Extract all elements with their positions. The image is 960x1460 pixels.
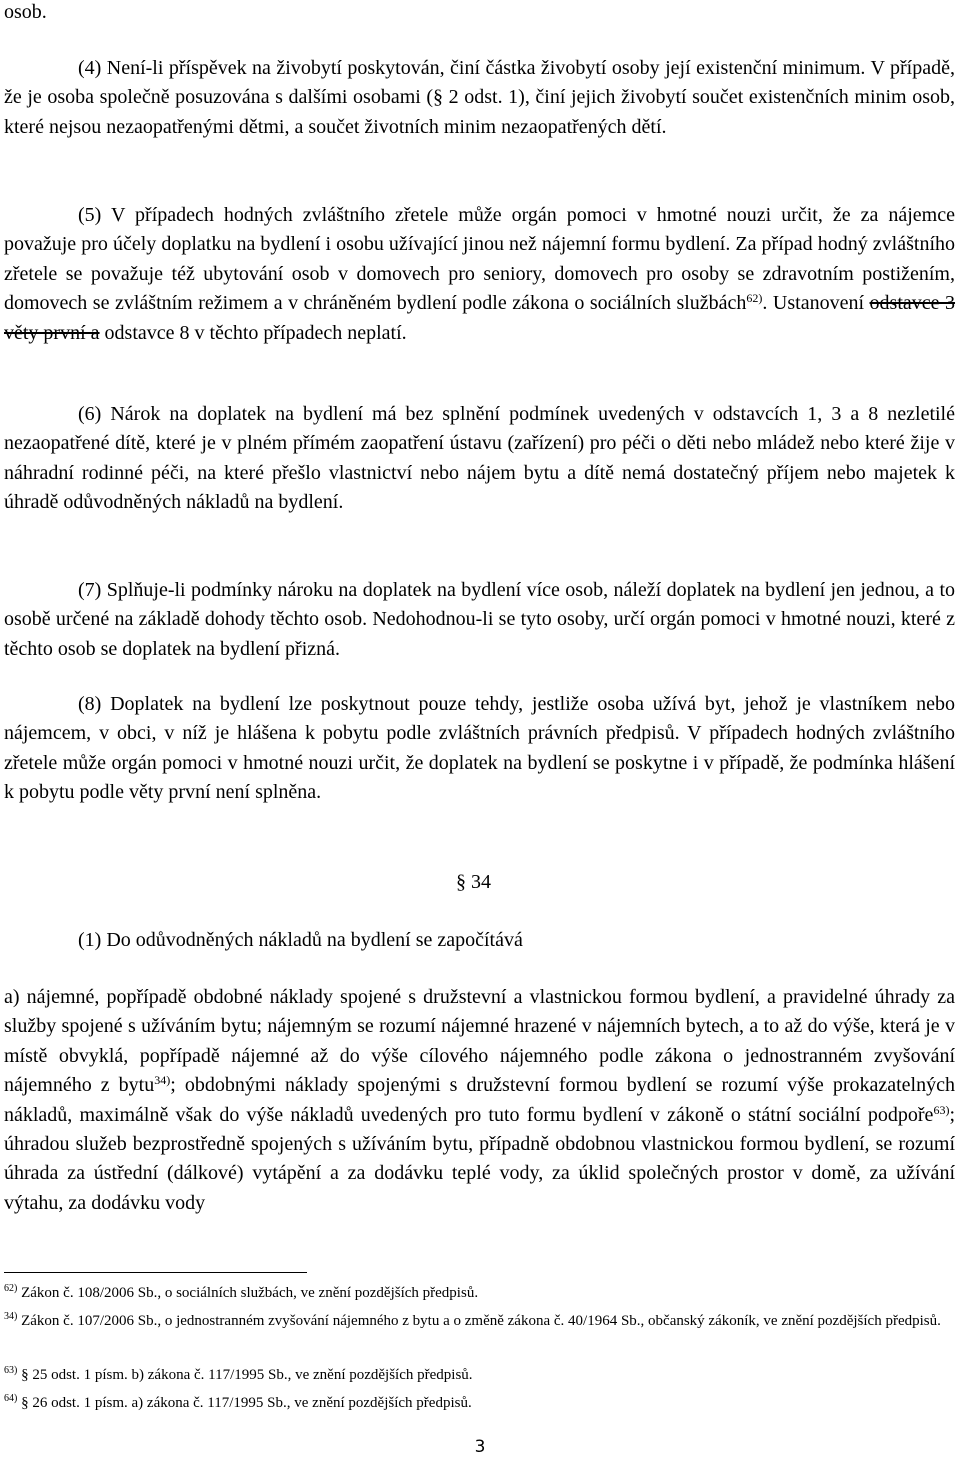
top-fragment: osob. [4, 1, 47, 23]
footnote-mark: 62) [4, 1283, 18, 1294]
footnote-64 [4, 1393, 955, 1414]
footnote-ref-34: 34) [154, 1073, 171, 1088]
item-a-part1: a) nájemné, popřípadě obdobné náklady spojené s družstevní a vlastnickou formou bydlení, a pravidelné úhrady za služby spojené s užíváním bytu; nájemným se rozumí nájemné hrazené v nájemních bytech, a to až do výše, která je v místě obvyklá, popřípadě nájemné až do výše cílového nájemného podle zákona o jednostranném zvyšování nájemného z bytu [4, 986, 955, 1097]
footnote-63 [4, 1365, 955, 1386]
footnote-divider [4, 1272, 307, 1273]
paragraph-5-tail: odstavce 8 v těchto případech neplatí. [99, 321, 407, 344]
footnote-34 [4, 1311, 955, 1332]
paragraph-5-after-ref: . Ustanovení [762, 292, 870, 315]
footnote-mark: 64) [4, 1393, 18, 1404]
item-a-part2: ; obdobnými náklady spojenými s družstevní formou bydlení se rozumí výše prokazatelných nákladů, maximálně však do výše nákladů uvedených pro tuto formu bydlení v zákoně o státní sociální podpoře [4, 1074, 955, 1126]
paragraph-7: (7) Splňuje-li podmínky nároku na doplatek na bydlení více osob, náleží doplatek na bydlení jen jednou, a to osobě určené na základě dohody těchto osob. Nedohodnou-li se tyto osoby, určí orgán pomoci v hmotné nouzi, které z těchto osob se doplatek na bydlení přizná. [4, 579, 955, 660]
footnote-ref-62: 62) [746, 291, 763, 306]
paragraph-5-text: (5) V případech hodných zvláštního zřetele může orgán pomoci v hmotné nouzi určit, že za nájemce považuje pro účely doplatku na bydlení i osobu užívající jinou než nájemní formu bydlení. Za případ hodný zvláštního zřetele se považuje též ubytování osob v domovech pro seniory, domovech pro osoby se zdravotním postižením, domovech se zvláštním režimem a v chráněném bydlení podle zákona o sociálních službách [4, 204, 955, 315]
item-a-part3: ; úhradou služeb bezprostředně spojených s užíváním bytu, případně obdobnou vlastnickou formou bydlení, se rozumí úhrada za ústřední (dálkové) vytápění a za dodávku teplé vody, za úklid společných prostor v domě, za užívání výtahu, za dodávku vody [4, 1103, 955, 1214]
footnote-mark: 34) [4, 1311, 18, 1322]
footnote-text: § 25 odst. 1 písm. b) zákona č. 117/1995 Sb., ve znění pozdějších předpisů. [17, 1367, 473, 1383]
footnote-text: § 26 odst. 1 písm. a) zákona č. 117/1995 Sb., ve znění pozdějších předpisů. [17, 1395, 472, 1411]
footnote-text: Zákon č. 108/2006 Sb., o sociálních službách, ve znění pozdějších předpisů. [17, 1285, 479, 1301]
struck-text: odstavce 3 věty první a [4, 292, 956, 344]
section-34-item-a [4, 983, 955, 1218]
paragraph-4: (4) Není-li příspěvek na živobytí poskytován, činí částka živobytí osoby její existenční minimum. V případě, že je osoba společně posuzována s dalšími osobami (§ 2 odst. 1), činí jejich živobytí součet existenčních minim osob, které nejsou nezaopatřenými dětmi, a součet životních minim nezaopatřených dětí. [4, 57, 955, 138]
section-34-para-1: (1) Do odůvodněných nákladů na bydlení se započítává [78, 929, 523, 951]
footnote-62 [4, 1283, 955, 1304]
paragraph-8: (8) Doplatek na bydlení lze poskytnout pouze tehdy, jestliže osoba užívá byt, jehož je vlastníkem nebo nájemcem, v obci, v níž je hlášena k pobytu podle zvláštních právních předpisů. V případech hodných zvláštního zřetele může orgán pomoci v hmotné nouzi určit, že doplatek na bydlení se poskytne i v případě, že podmínka hlášení k pobytu podle věty první není splněna. [4, 693, 955, 804]
footnote-text: Zákon č. 107/2006 Sb., o jednostranném zvyšování nájemného z bytu a o změně zákona č. 40/1964 Sb., občanský zákoník, ve znění pozdějších předpisů. [17, 1313, 941, 1329]
footnote-mark: 63) [4, 1365, 18, 1376]
paragraph-6: (6) Nárok na doplatek na bydlení má bez splnění podmínek uvedených v odstavcích 1, 3 a 8 nezletilé nezaopatřené dítě, které je v plném přímém zaopatření ústavu (zařízení) pro péči o děti nebo mládež nebo které žije v náhradní rodinné péči, na které přešlo vlastnictví nebo nájem bytu a dítě nemá dostatečný příjem nebo majetek k úhradě odůvodněných nákladů na bydlení. [4, 403, 955, 514]
section-heading: § 34 [456, 871, 491, 893]
footnote-ref-63: 63) [933, 1102, 950, 1117]
paragraph-5 [4, 201, 955, 348]
page-number: 3 [474, 1437, 486, 1457]
